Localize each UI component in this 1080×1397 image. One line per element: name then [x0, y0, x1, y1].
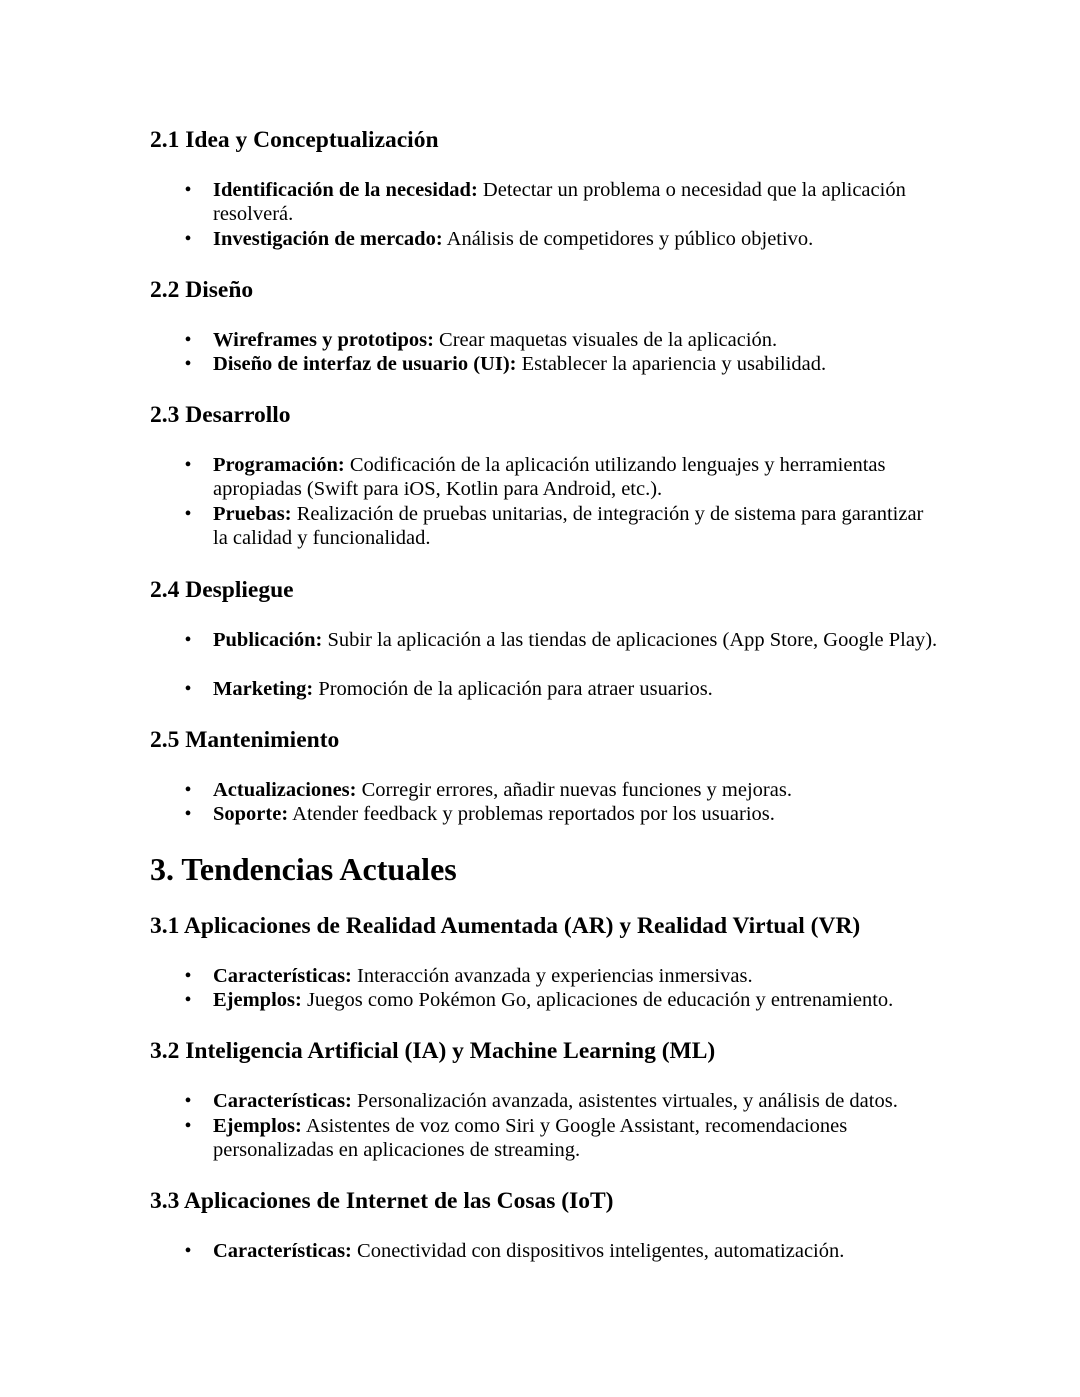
bullet-icon: • [184, 803, 192, 825]
section-heading: 2.4 Despliegue [150, 577, 294, 603]
bullet-icon: • [184, 454, 192, 476]
list-item: • Soporte: Atender feedback y problemas reportados por los usuarios. [213, 802, 943, 826]
list-item: • Programación: Codificación de la aplicación utilizando lenguajes y herramientas apropiadas (Swift para iOS, Kotlin para Android, etc.). [213, 453, 943, 502]
bullet-icon: • [184, 629, 192, 651]
section-heading: 2.3 Desarrollo [150, 402, 291, 428]
list-item: • Características: Conectividad con dispositivos inteligentes, automatización. [213, 1239, 943, 1263]
bullet-icon: • [184, 503, 192, 525]
list-item: • Características: Interacción avanzada y experiencias inmersivas. [213, 964, 943, 988]
list-item: • Diseño de interfaz de usuario (UI): Establecer la apariencia y usabilidad. [213, 352, 943, 376]
list-item: • Actualizaciones: Corregir errores, añadir nuevas funciones y mejoras. [213, 778, 943, 802]
bullet-icon: • [184, 179, 192, 201]
list-item: • Publicación: Subir la aplicación a las tiendas de aplicaciones (App Store, Google Play). [213, 628, 943, 652]
bullet-icon: • [184, 1240, 192, 1262]
list-item: • Identificación de la necesidad: Detectar un problema o necesidad que la aplicación resolverá. [213, 178, 943, 227]
bullet-icon: • [184, 228, 192, 250]
bullet-icon: • [184, 678, 192, 700]
section-heading: 3.3 Aplicaciones de Internet de las Cosas (IoT) [150, 1188, 614, 1214]
list-item: • Ejemplos: Juegos como Pokémon Go, aplicaciones de educación y entrenamiento. [213, 988, 943, 1012]
list-item: • Investigación de mercado: Análisis de competidores y público objetivo. [213, 227, 943, 251]
bullet-icon: • [184, 779, 192, 801]
section-heading: 2.1 Idea y Conceptualización [150, 127, 439, 153]
section-heading: 2.2 Diseño [150, 277, 254, 303]
list-item: • Pruebas: Realización de pruebas unitarias, de integración y de sistema para garantizar la calidad y funcionalidad. [213, 502, 943, 551]
list-item: • Marketing: Promoción de la aplicación para atraer usuarios. [213, 677, 943, 701]
bullet-icon: • [184, 1090, 192, 1112]
bullet-icon: • [184, 329, 192, 351]
bullet-icon: • [184, 965, 192, 987]
bullet-icon: • [184, 1115, 192, 1137]
section-heading: 3.1 Aplicaciones de Realidad Aumentada (AR) y Realidad Virtual (VR) [150, 913, 861, 939]
bullet-icon: • [184, 989, 192, 1011]
list-item: • Características: Personalización avanzada, asistentes virtuales, y análisis de datos. [213, 1089, 943, 1113]
list-item: • Wireframes y prototipos: Crear maquetas visuales de la aplicación. [213, 328, 943, 352]
chapter-heading: 3. Tendencias Actuales [150, 851, 457, 887]
bullet-icon: • [184, 353, 192, 375]
section-heading: 3.2 Inteligencia Artificial (IA) y Machine Learning (ML) [150, 1038, 716, 1064]
list-item: • Ejemplos: Asistentes de voz como Siri y Google Assistant, recomendaciones personalizadas en aplicaciones de streaming. [213, 1114, 943, 1163]
section-heading: 2.5 Mantenimiento [150, 727, 340, 753]
